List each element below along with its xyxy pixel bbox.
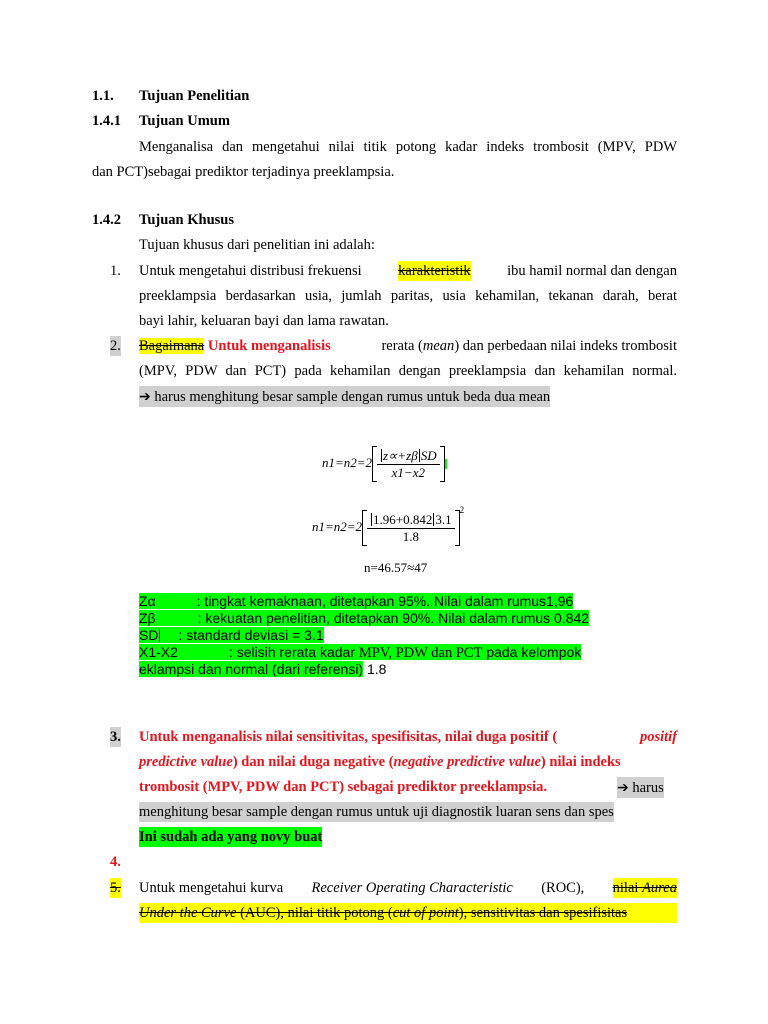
item-5-number: 5. [110,880,121,896]
item-2-note: ➔ harus menghitung besar sample dengan rumus untuk beda dua mean [139,388,551,405]
subsection-title: Tujuan Umum [139,113,230,129]
item-1-line-3: bayi lahir, keluaran bayi dan lama rawatan. [139,313,389,329]
umum-paragraph-line-2: dan PCT)sebagai prediktor terjadinya preeklampsia. [92,164,395,180]
section-number: 1.1. [92,88,114,104]
item-5-line-1: Untuk mengetahui kurva Receiver Operating Characteristic (ROC), nilai Aurea [139,880,677,896]
formula-result: n=46.57≈47 [364,560,428,575]
umum-paragraph-line-1: Menganalisa dan mengetahui nilai titik potong kadar indeks trombosit (MPV, PDW [139,139,677,155]
item-3-line-3: trombosit (MPV, PDW dan PCT) sebagai prediktor preeklampsia. [139,779,548,795]
legend-za: Zα : tingkat kemaknaan, ditetapkan 95%. Nilai dalam rumus1,96 [139,593,574,609]
legend-x-line-2: eklampsi dan normal (dari referensi) 1.8 [139,661,387,677]
arrow-icon: ➔ [617,779,629,795]
item-1-number: 1. [110,263,121,279]
subsection-number: 1.4.2 [92,212,121,228]
subsection-number: 1.4.1 [92,113,121,129]
khusus-intro: Tujuan khusus dari penelitian ini adalah: [139,237,375,253]
item-1-line-2: preeklampsia berdasarkan usia, jumlah paritas, usia kehamilan, tekanan darah, berat [139,288,677,304]
struck-word: karakteristik [398,263,471,279]
arrow-icon: ➔ [139,388,151,404]
subsection-khusus-heading [92,210,234,230]
legend-sd: SD : standard deviasi = 3.1 [139,627,324,643]
item-1-line-1: Untuk mengetahui distribusi frekuensi karakteristik ibu hamil normal dan dengan [139,263,677,279]
item-2-number: 2. [110,338,121,354]
inserted-text: Untuk menganalisis [207,338,331,354]
item-4-number: 4. [110,854,121,870]
legend-zb: Zβ : kekuatan penelitian, ditetapkan 90%. Nilai dalam rumus 0.842 [139,610,590,626]
item-5-line-2: Under the Curve (AUC), nilai titik potong (cut of point), sensitivitas dan spesifisitas [139,903,677,923]
green-note: Ini sudah ada yang novy buat [139,829,323,845]
item-2-line-1: Bagaimana Untuk menganalisis rerata (mean) dan perbedaan nilai indeks trombosit [139,338,677,354]
item-3-line-1: Untuk menganalisis nilai sensitivitas, spesifisitas, nilai duga positif ( positif [139,729,677,745]
item-3-note-line-2: menghitung besar sample dengan rumus untuk uji diagnostik luaran sens dan spes [139,804,614,820]
subsection-title: Tujuan Khusus [139,212,234,228]
formula-substituted: n1=n2=2 $\frac{1.96+0.842 3.1}{1.8}$ $^2$ [312,505,464,546]
item-2-line-2: (MPV, PDW dan PCT) pada kehamilan dengan preeklampsia dan kehamilan normal. [139,363,677,379]
subsection-umum-heading [92,111,230,131]
formula-general: n1=n2=2 $\frac{\text{z∝+zβ SD}}{x1-x2}$ [322,446,447,482]
section-title: Tujuan Penelitian [139,88,250,104]
item-3-note-start: ➔ harus [617,779,664,796]
item-3-line-2: predictive value) dan nilai duga negative (negative predictive value) nilai indeks [139,754,621,770]
item-3-number: 3. [110,729,121,745]
section-heading [92,86,250,106]
struck-word: Bagaimana [139,338,205,354]
legend-x: X1-X2 : selisih rerata kadar MPV, PDW dan PCT pada kelompok [139,644,582,661]
